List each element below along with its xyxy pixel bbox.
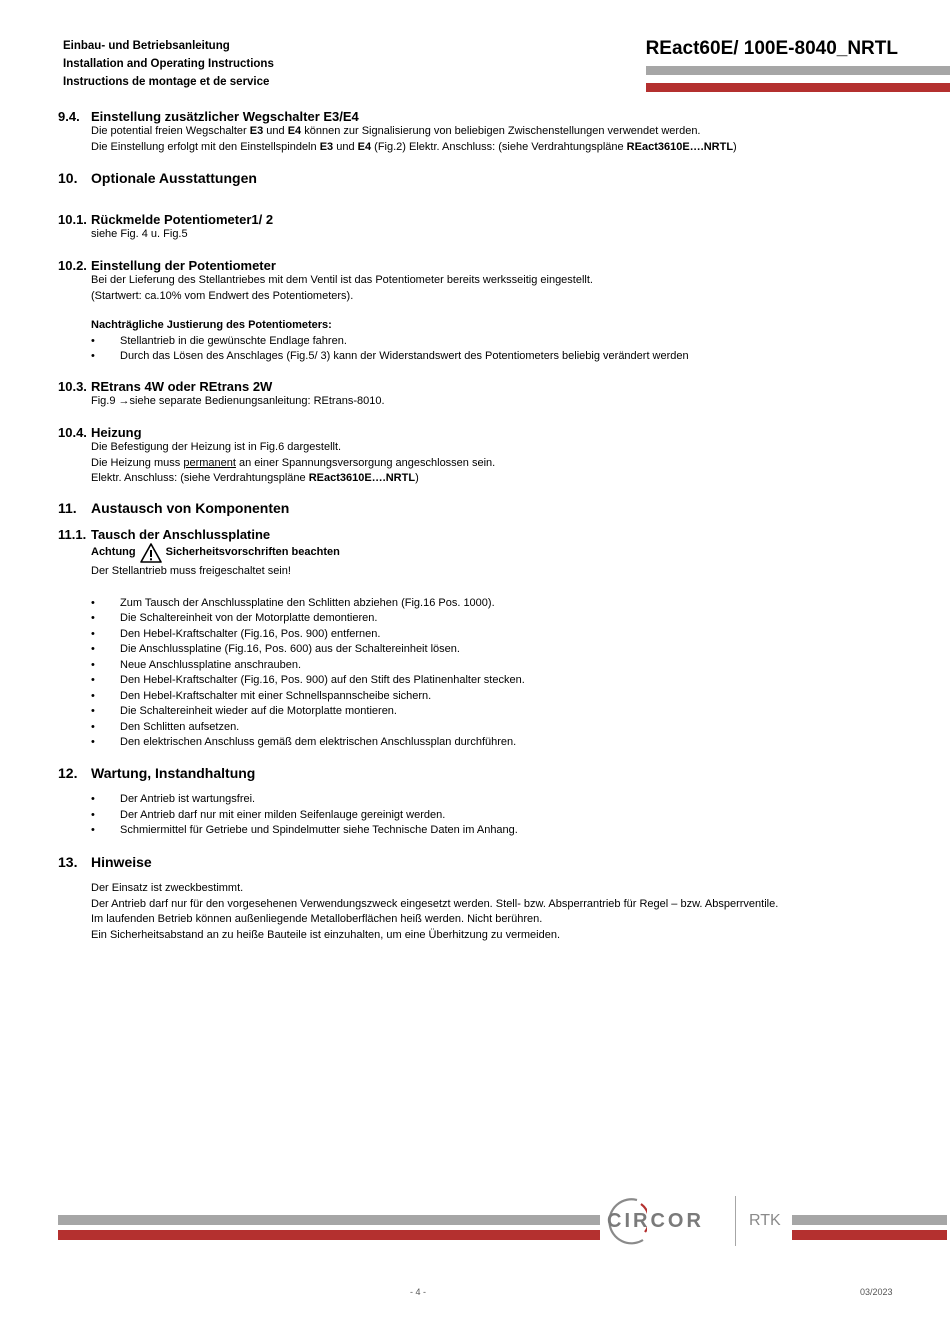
list-item: • Der Antrieb ist wartungsfrei. (91, 792, 918, 808)
section-number: 9.4. (58, 109, 80, 124)
section-number: 11.1. (58, 527, 87, 542)
section-body (91, 542, 918, 594)
section-title: Austausch von Komponenten (91, 500, 290, 516)
list-item: • Der Antrieb darf nur mit einer milden Seifenlauge gereinigt werden. (91, 808, 918, 824)
section-number: 10.4. (58, 425, 87, 440)
section-title: Wartung, Instandhaltung (91, 765, 256, 781)
section-number: 11. (58, 500, 77, 516)
paragraph: Im laufenden Betrieb können außenliegende Metalloberflächen heiß werden. Nicht berühren. (91, 913, 543, 925)
subheading: Nachträgliche Justierung des Potentiometers: (91, 319, 332, 331)
section-10-1 (58, 212, 918, 243)
list-item: • Den Schlitten aufsetzen. (91, 720, 918, 736)
section-title: Einstellung der Potentiometer (91, 258, 276, 273)
section-number: 10. (58, 170, 78, 186)
list-item: • Zum Tausch der Anschlussplatine den Schlitten abziehen (Fig.16 Pos. 1000). (91, 596, 918, 612)
paragraph: siehe Fig. 4 u. Fig.5 (91, 228, 188, 240)
paragraph: Die potential freien Wegschalter E3 und E4 können zur Signalisierung von beliebigen Zwischenstellungen verwendet werden. (91, 125, 701, 137)
section-heading (58, 379, 918, 394)
document-title: REact60E/ 100E-8040_NRTL (645, 38, 898, 59)
footer-bar-gray-right (792, 1215, 947, 1225)
section-11 (58, 500, 918, 516)
section-12 (58, 765, 918, 839)
brand-sub: RTK (749, 1212, 781, 1229)
paragraph: Die Befestigung der Heizung ist in Fig.6 dargestellt. (91, 441, 342, 453)
header-line-fr: Instructions de montage et de service (63, 76, 270, 88)
section-number: 13. (58, 854, 78, 870)
section-body (91, 227, 918, 243)
warning-triangle-icon (140, 543, 162, 563)
section-number: 10.1. (58, 212, 87, 227)
paragraph: Die Einstellung erfolgt mit den Einstellspindeln E3 und E4 (Fig.2) Elektr. Anschluss: (siehe Verdrahtungspläne REact3610E….NRTL) (91, 140, 737, 153)
section-body (91, 394, 918, 410)
section-heading (58, 527, 918, 542)
safety-warning: Achtung Sicherheitsvorschriften beachten (91, 542, 918, 564)
section-heading (58, 258, 918, 273)
document-date: 03/2023 (860, 1287, 893, 1297)
section-13 (58, 854, 918, 943)
section-title: Hinweise (91, 854, 152, 870)
section-heading (58, 212, 918, 227)
section-10-4 (58, 425, 918, 487)
section-heading (58, 109, 918, 124)
paragraph: Elektr. Anschluss: (siehe Verdrahtungspläne REact3610E….NRTL) (91, 472, 419, 484)
section-heading (58, 765, 918, 781)
section-10-2 (58, 258, 918, 365)
list-item: • Den Hebel-Kraftschalter (Fig.16, Pos. 900) entfernen. (91, 627, 918, 643)
paragraph: Fig.9 →siehe separate Bedienungsanleitung: REtrans-8010. (91, 395, 385, 407)
footer-bar-red (58, 1230, 600, 1240)
list-item: • Den Hebel-Kraftschalter mit einer Schnellspannscheibe sichern. (91, 689, 918, 705)
circor-rtk-logo (603, 1196, 793, 1248)
section-body (91, 124, 918, 155)
section-body (91, 881, 918, 943)
section-heading (58, 500, 918, 516)
brand-divider (735, 1196, 736, 1246)
list-item: • Stellantrieb in die gewünschte Endlage fahren. (91, 334, 918, 350)
section-number: 10.3. (58, 379, 87, 394)
header-bar-red (646, 83, 950, 92)
section-title: Rückmelde Potentiometer1/ 2 (91, 212, 274, 227)
section-9-4 (58, 109, 918, 155)
list-item: • Neue Anschlussplatine anschrauben. (91, 658, 918, 674)
section-10-3 (58, 379, 918, 410)
section-title: Heizung (91, 425, 142, 440)
paragraph: Der Stellantrieb muss freigeschaltet sein! (91, 565, 291, 577)
paragraph: Ein Sicherheitsabstand an zu heiße Bauteile ist einzuhalten, um eine Überhitzung zu vermeiden. (91, 928, 560, 941)
list-item: • Den Hebel-Kraftschalter (Fig.16, Pos. 900) auf den Stift des Platinenhalter stecken. (91, 673, 918, 689)
section-title: Tausch der Anschlussplatine (91, 527, 271, 542)
brand-name: CIRCOR (607, 1210, 704, 1232)
section-body (91, 273, 918, 334)
list-item: • Die Anschlussplatine (Fig.16, Pos. 600) aus der Schaltereinheit lösen. (91, 642, 918, 658)
list-item: • Die Schaltereinheit wieder auf die Motorplatte montieren. (91, 704, 918, 720)
section-10 (58, 170, 918, 186)
page-number: - 4 - (410, 1287, 427, 1297)
footer-bar-red-right (792, 1230, 947, 1240)
list-item: • Den elektrischen Anschluss gemäß dem elektrischen Anschlussplan durchführen. (91, 735, 918, 751)
bullet-list (91, 334, 918, 365)
list-item: • Schmiermittel für Getriebe und Spindelmutter siehe Technische Daten im Anhang. (91, 823, 918, 839)
header-bar-gray (646, 66, 950, 75)
section-title: Optionale Ausstattungen (91, 170, 257, 186)
section-title: REtrans 4W oder REtrans 2W (91, 379, 273, 394)
section-heading (58, 170, 918, 186)
section-11-1 (58, 527, 918, 751)
paragraph: Die Heizung muss permanent an einer Spannungsversorgung angeschlossen sein. (91, 456, 496, 469)
paragraph: Der Antrieb darf nur für den vorgesehenen Verwendungszweck eingesetzt werden. Stell- bzw. Absperrantrieb für Regel – bzw. Absperrventile. (91, 897, 779, 910)
section-heading (58, 425, 918, 440)
header-line-de: Einbau- und Betriebsanleitung (63, 40, 230, 52)
section-heading (58, 854, 918, 870)
section-number: 12. (58, 765, 78, 781)
header-subtitles (63, 37, 274, 91)
list-item: • Durch das Lösen des Anschlages (Fig.5/ 3) kann der Widerstandswert des Potentiometers beliebig verändert werden (91, 349, 918, 365)
list-item: • Die Schaltereinheit von der Motorplatte demontieren. (91, 611, 918, 627)
paragraph: Bei der Lieferung des Stellantriebes mit dem Ventil ist das Potentiometer bereits werksseitig eingestellt. (91, 274, 593, 286)
paragraph: (Startwert: ca.10% vom Endwert des Potentiometers). (91, 289, 354, 302)
bullet-list (91, 792, 918, 839)
section-number: 10.2. (58, 258, 87, 273)
paragraph: Der Einsatz ist zweckbestimmt. (91, 882, 244, 894)
section-body (91, 440, 918, 487)
arrow-right-icon: → (118, 395, 130, 407)
header-line-en: Installation and Operating Instructions (63, 58, 274, 70)
footer-bar-gray (58, 1215, 600, 1225)
bullet-list (91, 596, 918, 751)
section-title: Einstellung zusätzlicher Wegschalter E3/E4 (91, 109, 359, 124)
